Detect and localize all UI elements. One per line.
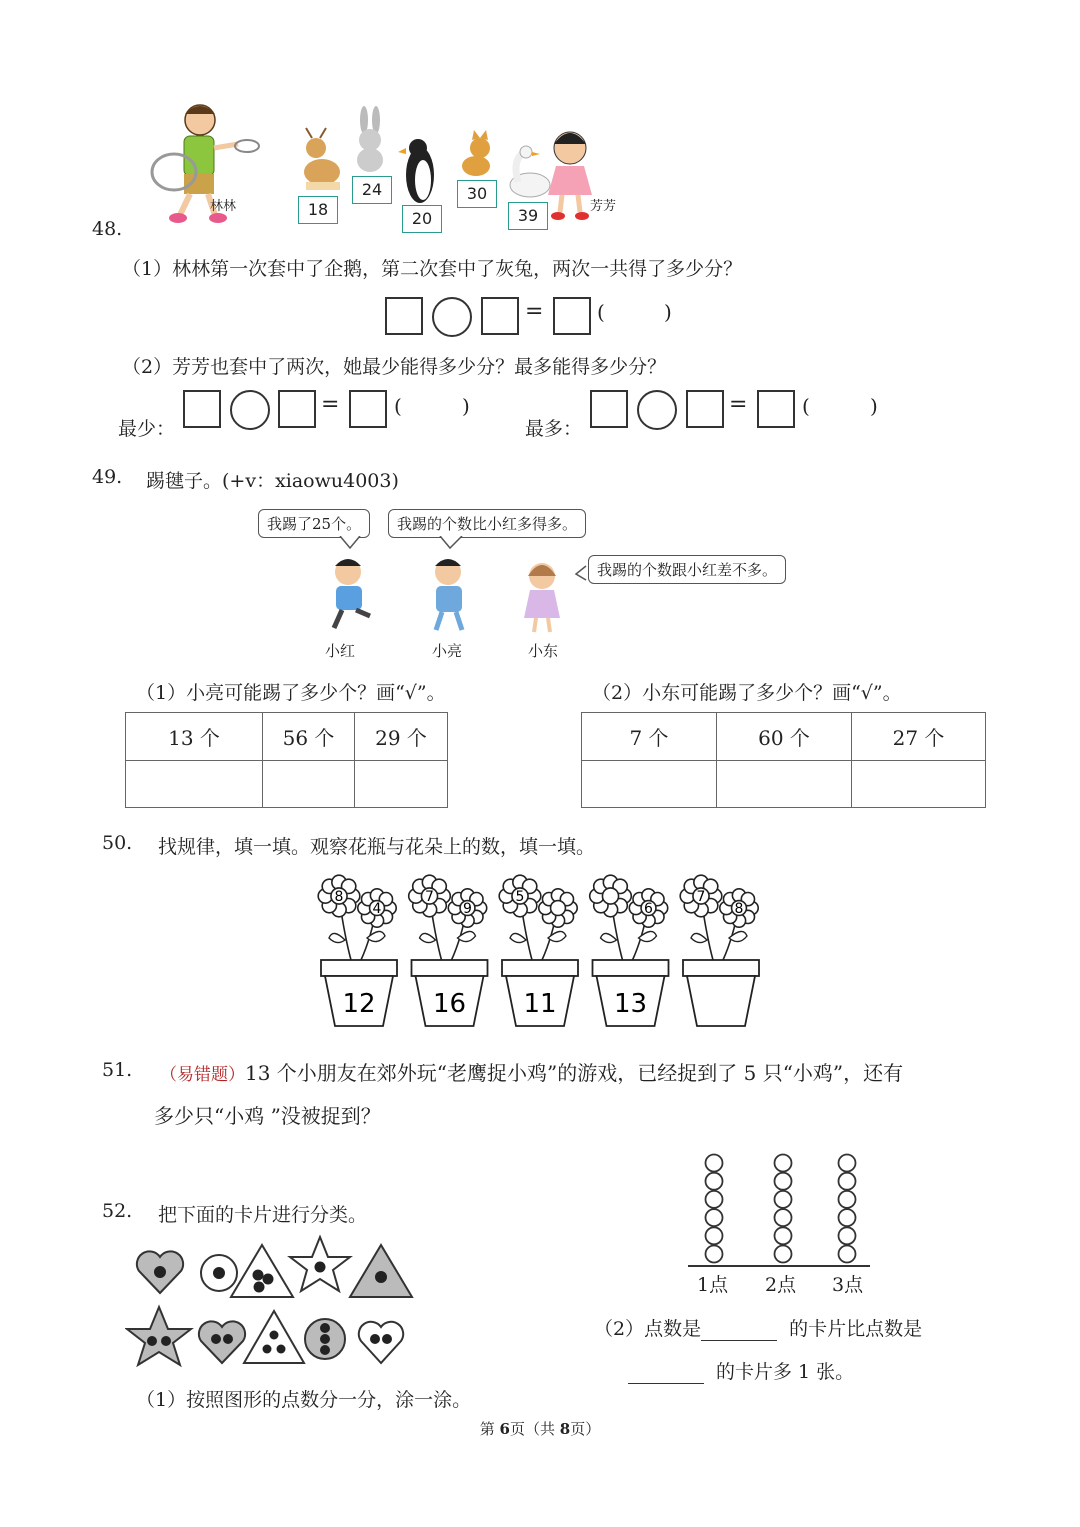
unit-paren-close: ) <box>462 394 470 418</box>
operator-circle[interactable] <box>637 390 677 430</box>
check-cell[interactable] <box>852 761 986 808</box>
q48-part1: （1）林林第一次套中了企鹅，第二次套中了灰兔，两次一共得了多少分？ <box>122 258 743 280</box>
tally-circle[interactable] <box>775 1173 792 1190</box>
q52-part2-a: （2）点数是 <box>594 1318 702 1340</box>
flower-pot <box>499 875 578 1026</box>
q51-line1 <box>160 1057 903 1086</box>
tally-circle[interactable] <box>775 1191 792 1208</box>
unit-paren-close: ) <box>664 300 672 324</box>
tally-circle[interactable] <box>706 1227 723 1244</box>
kids-illustration <box>290 536 590 641</box>
star-card-2-dots[interactable] <box>127 1307 191 1365</box>
option-cell: 60 个 <box>717 713 852 761</box>
kid-label-xiaohong: 小红 <box>325 642 356 660</box>
tally-circle[interactable] <box>839 1191 856 1208</box>
flower <box>499 875 541 917</box>
option-cell: 13 个 <box>126 713 263 761</box>
kid-label-xiaodong: 小东 <box>528 642 559 660</box>
flower-number: 5 <box>515 889 525 905</box>
option-cell: 7 个 <box>582 713 717 761</box>
kid-xiaoliang <box>435 559 462 630</box>
vase-number: 11 <box>523 989 557 1019</box>
footer-page: 6 <box>499 1420 510 1438</box>
footer-total: 8 <box>559 1420 571 1438</box>
flower-pot <box>318 875 397 1026</box>
heart-card-2-dots-b[interactable] <box>359 1322 403 1363</box>
kid-xiaohong <box>334 559 370 628</box>
blank-dots-less[interactable] <box>628 1361 704 1384</box>
check-cell[interactable] <box>126 761 263 808</box>
most-label: 最多： <box>525 418 583 440</box>
penguin-figure <box>398 139 434 203</box>
least-label: 最少： <box>118 418 176 440</box>
flower-number: 8 <box>734 901 744 917</box>
xiaoliang-choice-table <box>125 712 448 808</box>
answer-box[interactable] <box>757 390 795 428</box>
flower-pot <box>680 875 759 1026</box>
rabbit-figure <box>357 106 383 172</box>
flower-pot <box>590 875 669 1026</box>
kid-xiaodong <box>524 563 560 632</box>
chart-label-1: 1点 <box>697 1274 729 1296</box>
tally-circle[interactable] <box>706 1191 723 1208</box>
speech-bubble-xiaoliang: 我踢的个数比小红多得多。 <box>388 509 586 538</box>
girl-figure <box>548 132 592 220</box>
option-cell: 27 个 <box>852 713 986 761</box>
check-cell[interactable] <box>263 761 355 808</box>
ring-toss-illustration <box>140 100 620 230</box>
heart-card-2-dots[interactable] <box>199 1321 245 1363</box>
q49-number: 49. <box>92 466 123 488</box>
tally-circle[interactable] <box>775 1155 792 1172</box>
q52-title: 把下面的卡片进行分类。 <box>158 1204 368 1226</box>
q51-text: 13 个小朋友在郊外玩“老鹰捉小鸡”的游戏，已经捉到了 5 只“小鸡”，还有 <box>245 1061 904 1085</box>
flower-number: 7 <box>696 889 706 905</box>
flower-number: 8 <box>334 889 344 905</box>
boy-label: 林林 <box>210 199 237 214</box>
tally-circle[interactable] <box>706 1155 723 1172</box>
vase-number: 16 <box>432 989 467 1019</box>
tally-circle[interactable] <box>839 1209 856 1226</box>
tally-circle[interactable] <box>706 1173 723 1190</box>
footer-suffix: 页） <box>570 1420 601 1438</box>
q49-title: 踢毽子。(+v：xiaowu4003) <box>146 470 399 492</box>
q51-number: 51. <box>102 1059 133 1081</box>
q51-line2: 多少只“小鸡 ”没被捉到？ <box>154 1104 381 1128</box>
score-card-deer: 18 <box>298 196 338 224</box>
answer-box[interactable] <box>553 297 591 335</box>
cat-figure <box>462 130 490 176</box>
flower <box>539 889 577 927</box>
page-footer <box>0 1418 1080 1439</box>
q52-part2-c: 的卡片多 1 张。 <box>716 1361 855 1383</box>
flower <box>318 875 360 917</box>
tally-circle[interactable] <box>839 1246 856 1263</box>
q49-part1: （1）小亮可能踢了多少个？画“√”。 <box>136 682 446 704</box>
q52-part2-line1 <box>594 1314 922 1341</box>
tally-circle[interactable] <box>775 1246 792 1263</box>
check-cell[interactable] <box>582 761 717 808</box>
q48-number: 48. <box>92 218 123 240</box>
flower-number: 6 <box>644 901 653 917</box>
speech-bubble-xiaodong: 我踢的个数跟小红差不多。 <box>588 555 786 584</box>
equals-sign: = <box>525 299 544 324</box>
option-cell: 56 个 <box>263 713 355 761</box>
deer-figure <box>304 128 340 190</box>
flower-pot <box>409 875 488 1026</box>
footer-prefix: 第 <box>479 1420 500 1438</box>
answer-box[interactable] <box>349 390 387 428</box>
tally-circle[interactable] <box>839 1173 856 1190</box>
vase-number: 12 <box>342 989 376 1019</box>
flower <box>680 875 722 917</box>
error-prone-tag: （易错题） <box>160 1065 245 1085</box>
check-cell[interactable] <box>717 761 852 808</box>
score-card-cat: 30 <box>457 180 497 208</box>
unit-paren-open: ( <box>802 394 810 418</box>
equals-sign: = <box>321 392 340 417</box>
flower-number: 7 <box>425 889 434 905</box>
chart-label-2: 2点 <box>765 1274 797 1296</box>
q49-part2: （2）小东可能踢了多少个？画“√”。 <box>592 682 902 704</box>
answer-box[interactable] <box>183 390 221 428</box>
answer-box[interactable] <box>278 390 316 428</box>
kid-label-xiaoliang: 小亮 <box>432 642 463 660</box>
q52-number: 52. <box>102 1200 133 1222</box>
speech-bubble-xiaohong: 我踢了25个。 <box>258 509 370 538</box>
shape-cards <box>125 1235 425 1375</box>
q52-part2-b: 的卡片比点数是 <box>789 1318 923 1340</box>
q50-title: 找规律，填一填。观察花瓶与花朵上的数，填一填。 <box>158 836 596 858</box>
check-cell[interactable] <box>355 761 448 808</box>
flower <box>358 889 396 927</box>
tally-circle[interactable] <box>839 1227 856 1244</box>
equals-sign: = <box>729 392 748 417</box>
girl-label: 芳芳 <box>590 199 617 214</box>
tally-circle[interactable] <box>706 1209 723 1226</box>
q52-part1: （1）按照图形的点数分一分，涂一涂。 <box>136 1389 472 1411</box>
tally-circle[interactable] <box>775 1227 792 1244</box>
answer-box[interactable] <box>385 297 423 335</box>
dot-count-chart <box>680 1135 880 1270</box>
xiaodong-choice-table <box>581 712 986 808</box>
flower <box>448 889 486 927</box>
tally-circle[interactable] <box>839 1155 856 1172</box>
flower <box>720 889 758 927</box>
flower-number: 4 <box>372 901 382 917</box>
unit-paren-close: ) <box>870 394 878 418</box>
boy-figure <box>152 105 259 223</box>
q52-part2-line2 <box>628 1357 854 1384</box>
q50-number: 50. <box>102 832 133 854</box>
footer-middle: 页（共 <box>509 1420 560 1438</box>
option-cell: 29 个 <box>355 713 448 761</box>
unit-paren-open: ( <box>597 300 605 324</box>
answer-box[interactable] <box>481 297 519 335</box>
goose-figure <box>510 146 550 197</box>
score-card-penguin: 20 <box>402 205 442 233</box>
vase-number: 13 <box>613 989 648 1019</box>
score-card-goose: 39 <box>508 202 548 230</box>
flower-pots-figure <box>315 868 765 1033</box>
tally-circle[interactable] <box>775 1209 792 1226</box>
operator-circle[interactable] <box>230 390 270 430</box>
flower <box>409 875 451 917</box>
blank-dots-more[interactable] <box>701 1318 777 1341</box>
answer-box[interactable] <box>686 390 724 428</box>
flower <box>629 889 667 927</box>
answer-box[interactable] <box>590 390 628 428</box>
flower-number: 9 <box>463 901 472 917</box>
chart-label-3: 3点 <box>832 1274 864 1296</box>
flower <box>590 875 632 917</box>
operator-circle[interactable] <box>432 297 472 337</box>
tally-circle[interactable] <box>706 1246 723 1263</box>
score-card-rabbit: 24 <box>352 176 392 204</box>
q48-part2: （2）芳芳也套中了两次，她最少能得多少分？最多能得多少分？ <box>122 356 667 378</box>
unit-paren-open: ( <box>394 394 402 418</box>
